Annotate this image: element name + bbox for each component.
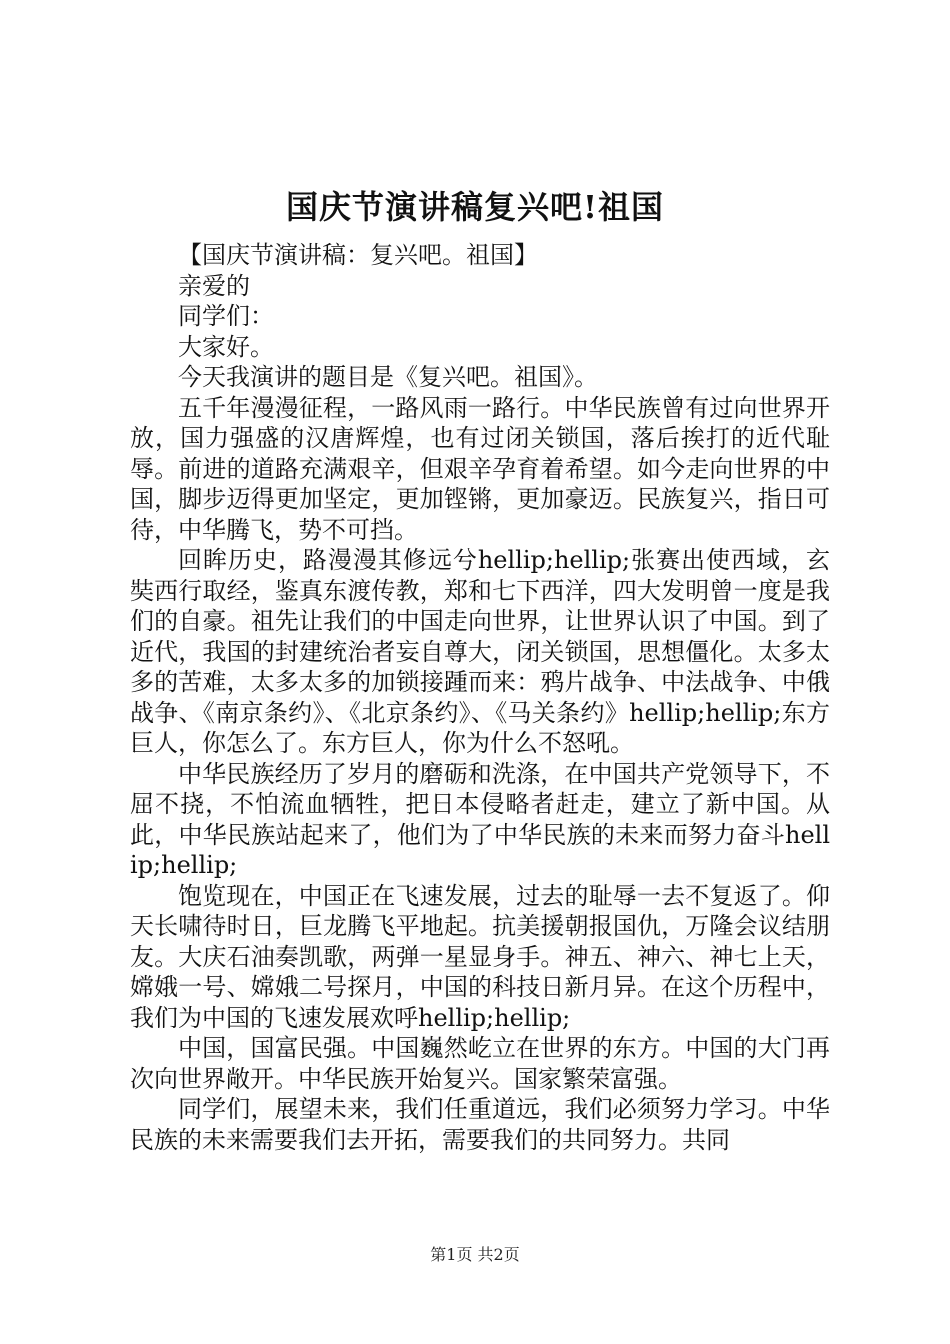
paragraph-body: 五千年漫漫征程，一路风雨一路行。中华民族曾有过向世界开放，国力强盛的汉唐辉煌，也有过闭关锁国，落后挨打的近代耻辱。前进的道路充满艰辛，但艰辛孕育着希望。如今走向世界的中国，脚步迈得更加坚定，更加铿锵，更加豪迈。民族复兴，指日可待，中华腾飞，势不可挡。 [130,393,830,544]
paragraph-salutation: 亲爱的 [178,271,250,300]
document-title: 国庆节演讲稿复兴吧!祖国 [285,188,665,226]
paragraph-body: 饱览现在，中国正在飞速发展，过去的耻辱一去不复返了。仰天长啸待时日，巨龙腾飞平地起。抗美援朝报国仇，万隆会议结朋友。大庆石油奏凯歌，两弹一星显身手。神五、神六、神七上天，嫦娥一号、嫦娥二号探月，中国的科技日新月异。在这个历程中，我们为中国的飞速发展欢呼hellip;hellip; [130,881,830,1032]
paragraph-body: 中国，国富民强。中国巍然屹立在世界的东方。中国的大门再次向世界敞开。中华民族开始复兴。国家繁荣富强。 [130,1034,830,1093]
page-footer: 第1页 共2页 [430,1245,520,1264]
paragraph-body: 中华民族经历了岁月的磨砺和洗涤，在中国共产党领导下，不屈不挠，不怕流血牺牲，把日本侵略者赶走，建立了新中国。从此，中华民族站起来了，他们为了中华民族的未来而努力奋斗hellip;hellip; [130,759,830,879]
paragraph-body: 回眸历史，路漫漫其修远兮hellip;hellip;张赛出使西域，玄奘西行取经，鉴真东渡传教，郑和七下西洋，四大发明曾一度是我们的自豪。祖先让我们的中国走向世界，让世界认识了中国。到了近代，我国的封建统治者妄自尊大，闭关锁国，思想僵化。太多太多的苦难，太多太多的加锁接踵而来：鸦片战争、中法战争、中俄战争、《南京条约》、《北京条约》、《马关条约》hellip;hellip;东方巨人，你怎么了。东方巨人，你为什么不怒吼。 [130,546,830,757]
paragraph-audience: 同学们： [178,302,274,330]
paragraph-body: 同学们，展望未来，我们任重道远，我们必须努力学习。中华民族的未来需要我们去开拓，需要我们的共同努力。共同 [130,1095,830,1154]
paragraph-topic: 今天我演讲的题目是《复兴吧。祖国》。 [178,363,598,391]
paragraph-heading: 【国庆节演讲稿：复兴吧。祖国】 [178,241,538,269]
paragraph-greeting: 大家好。 [178,332,274,361]
document-body [130,240,830,1155]
